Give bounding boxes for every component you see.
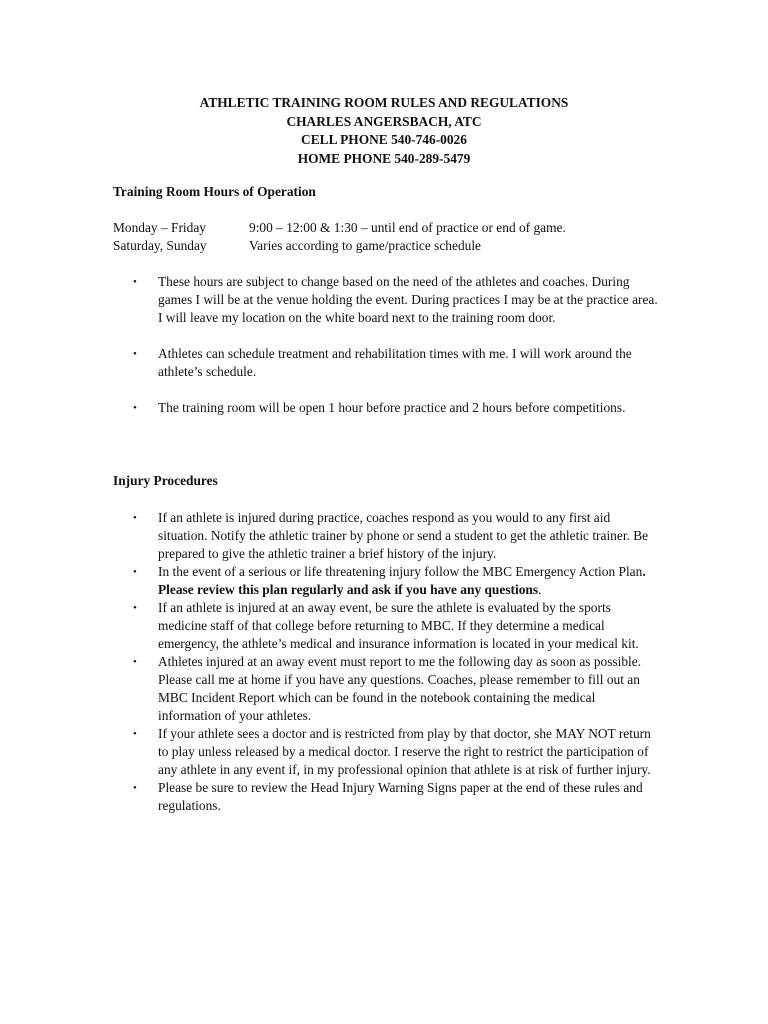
bullet-icon: • [133,782,137,794]
list-item-text: These hours are subject to change based on the need of the athletes and coaches. During games I will be at the venue holding the event. During practices I may be at the practice area. I will leave my location on the white board next to the training room door. [158,274,658,325]
list-item [0,779,658,815]
bullet-icon: • [133,566,137,578]
hours-time: 9:00 – 12:00 & 1:30 – until end of practice or end of game. [249,220,566,235]
list-item-text-bold: . Please review this plan regularly and ask if you have any questions [158,564,646,597]
list-item-text: Athletes can schedule treatment and rehabilitation times with me. I will work around the athlete’s schedule. [158,346,632,379]
list-item [0,599,658,653]
cell-phone: CELL PHONE 540-746-0026 [301,132,467,147]
hours-row-weekday [113,219,566,237]
hours-time: Varies according to game/practice schedule [249,238,481,253]
hours-day: Monday – Friday [113,220,206,235]
home-phone: HOME PHONE 540-289-5479 [297,150,471,166]
bullet-icon: • [133,348,137,360]
list-item-text: If an athlete is injured during practice, coaches respond as you would to any first aid situation. Notify the athletic trainer by phone or send a student to get the athletic trainer. Be prepared to give the athletic trainer a brief history of the injury. [158,510,649,561]
list-item-text-tail: . [538,582,542,597]
injury-section-title: Injury Procedures [113,473,218,488]
document-header [0,94,768,168]
injury-procedures-list [0,509,768,815]
list-item-text: If your athlete sees a doctor and is restricted from play by that doctor, she MAY NOT return to play unless released by a medical doctor. I reserve the right to restrict the participation of any athlete in any event if, in my professional opinion that athlete is at risk of further injury. [158,726,651,777]
list-item-text: Please be sure to review the Head Injury Warning Signs paper at the end of these rules and regulations. [158,780,643,813]
document-title: ATHLETIC TRAINING ROOM RULES AND REGULATIONS [199,95,569,110]
hours-notes-list [0,273,768,435]
list-item [0,273,658,327]
bullet-icon: • [133,602,137,614]
bullet-icon: • [133,728,137,740]
bullet-icon: • [133,402,137,414]
list-item-text: Athletes injured at an away event must report to me the following day as soon as possible. Please call me at home if you have any questions. Coaches, please remember to fill out an MBC Incident Report which can be found in the notebook containing the medical information of your athletes. [158,654,642,723]
hours-day: Saturday, Sunday [113,238,207,253]
bullet-icon: • [133,656,137,668]
list-item [0,653,658,725]
list-item [0,509,658,563]
list-item [0,399,658,417]
list-item-text-regular: In the event of a serious or life threatening injury follow the MBC Emergency Action Plan [158,564,643,579]
hours-section-title: Training Room Hours of Operation [113,184,316,199]
list-item-text [158,563,658,599]
list-item-text: The training room will be open 1 hour before practice and 2 hours before competitions. [158,400,626,415]
hours-row-weekend [113,237,481,255]
trainer-name: CHARLES ANGERSBACH, ATC [286,113,482,129]
bullet-icon: • [133,276,137,288]
list-item [0,725,658,779]
bullet-icon: • [133,512,137,524]
list-item-text: If an athlete is injured at an away event, be sure the athlete is evaluated by the sports medicine staff of that college before returning to MBC. If they determine a medical emergency, the athlete’s medical and insurance information is located in your medical kit. [158,600,639,651]
list-item [0,563,658,599]
list-item [0,345,658,381]
